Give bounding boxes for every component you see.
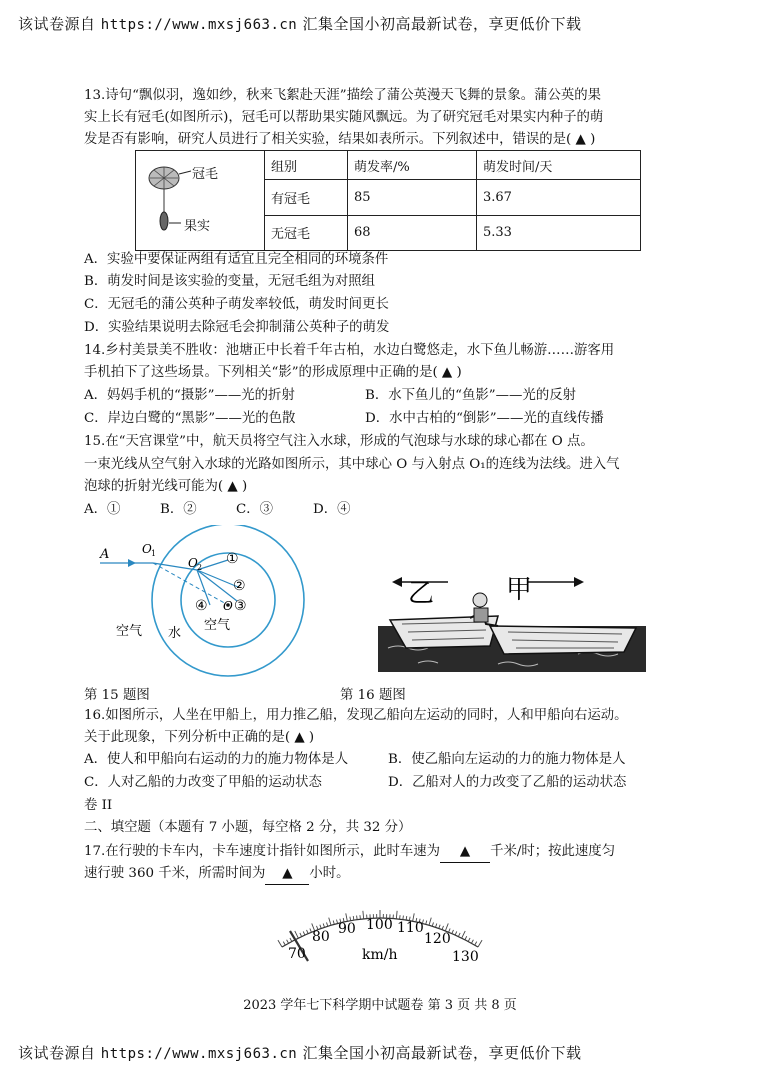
crown-label: 冠毛 [192,167,219,182]
q15-line-3: 泡球的折射光线可能为( ▲ ) [84,479,248,494]
speedometer-tick [439,925,440,929]
q15-line-2: 一束光线从空气射入水球的光路如图所示，其中球心 O 与入射点 O₁的连线为法线。进入气 [84,457,620,472]
q13-option-c: C．无冠毛的蒲公英种子萌发率较低，萌发时间更长 [84,297,389,312]
speedometer-tick [320,925,321,929]
speedometer-gauge [270,895,490,973]
table-cell: 68 [348,215,477,250]
label-air-outer: 空气 [116,624,143,639]
table-cell: 3.67 [477,180,641,215]
speedometer-tick [303,931,305,935]
q16-option-c: C．人对乙船的力改变了甲船的运动状态 [84,775,322,790]
speedometer-tick [283,942,285,945]
tick-label-110: 110 [397,920,424,936]
q15-line-1: 15.在“天宫课堂”中，航天员将空气注入水球，形成的气泡球与水球的球心都在 O 点。 [84,434,594,449]
speedometer-tick [436,924,437,928]
label-o1-sub: 1 [151,549,157,558]
speedometer-tick [452,930,454,934]
table-header-rate: 萌发率/% [348,151,477,180]
q13-line-3: 发是否有影响，研究人员进行了相关实验，结果如表所示。下列叙述中，错误的是( ▲ ) [84,132,596,147]
q16-option-d: D．乙船对人的力改变了乙船的运动状态 [388,775,627,790]
speed-unit: km/h [362,947,398,963]
q15-option-a: A．① [84,502,121,517]
q17-text-b: 千米/时；按此速度匀 [490,844,616,859]
q14-option-a: A．妈妈手机的“摄影”——光的折射 [84,388,295,403]
label-o2-sub: 2 [197,563,203,572]
banner-url[interactable]: https://www.mxsj663.cn [100,17,298,33]
section-title: 二、填空题（本题有 7 小题，每空格 2 分，共 32 分） [84,820,412,835]
tick-label-130: 130 [452,949,479,965]
label-a: A [100,547,110,562]
speedometer-tick [432,922,433,926]
dandelion-figure-cell [136,151,265,251]
speedometer-tick [287,940,289,944]
tick-label-90: 90 [338,921,356,937]
tick-label-120: 120 [424,931,451,947]
q17-text-a: 17.在行驶的卡车内，卡车速度计指针如图所示，此时车速为 [84,844,441,859]
q15-option-b: B．② [160,502,197,517]
speedometer-tick [295,931,299,938]
label-o2: O [188,556,198,570]
ray-4-label: ④ [195,598,208,614]
speedometer-tick [403,916,404,920]
source-banner-bottom [18,1042,582,1063]
speedometer-tick [458,933,460,937]
q15-option-c: C．③ [236,502,274,517]
q17-line-2 [84,864,350,885]
q14-option-b: B．水下鱼儿的“鱼影”——光的反射 [365,388,576,403]
q15-figure-caption: 第 15 题图 [84,688,150,703]
label-water: 水 [168,626,182,641]
speedometer-tick [465,936,467,940]
ray-2-label: ② [233,578,246,594]
banner-suffix: 汇集全国小初高最新试卷，享更低价下载 [302,1044,582,1062]
speedometer-tick [329,918,331,926]
q15-light-path-diagram [90,525,315,685]
label-o1: O [142,542,152,556]
speedometer-tick [278,940,282,947]
fruit-label: 果实 [184,219,211,234]
q14-line-1: 14.乡村美景美不胜收：池塘正中长着千年古柏，水边白鹭悠走，水下鱼儿畅游……游客用 [84,343,615,358]
q16-option-a: A．使人和甲船向右运动的力的施力物体是人 [84,752,349,767]
q17-blank-2[interactable]: ▲ [265,864,309,885]
speedometer-tick [442,926,443,930]
speedometer-tick [290,938,292,942]
table-cell: 有冠毛 [265,180,348,215]
q16-option-b: B．使乙船向左运动的力的施力物体是人 [388,752,626,767]
q14-option-c: C．岸边白鹭的“黑影”——光的色散 [84,411,296,426]
volume-label: 卷 II [84,798,113,813]
q17-text-d: 小时。 [309,866,350,881]
speedometer-tick [478,940,482,947]
page-footer: 2023 学年七下科学期中试题卷 第 3 页 共 8 页 [243,998,517,1013]
speedometer-tick [445,923,448,930]
q15-option-d: D．④ [313,502,351,517]
tick-label-100: 100 [366,917,393,933]
speedometer-tick [471,940,473,944]
speedometer-tick [353,916,354,920]
label-air-inner: 空气 [204,618,231,633]
ray-3-label: ③ [234,598,247,614]
boat-yi-label: 乙 [408,579,435,609]
speedometer-tick [363,911,364,919]
q16-line-1: 16.如图所示，人坐在甲船上，用力推乙船，发现乙船向左运动的同时，人和甲船向右运动。 [84,708,628,723]
speedometer-tick [333,920,334,924]
table-header-group: 组别 [265,151,348,180]
boat-jia-label: 甲 [506,575,533,605]
source-banner-top [18,13,582,34]
speedometer-tick [429,918,431,926]
table-cell: 5.33 [477,215,641,250]
banner-suffix: 汇集全国小初高最新试卷，享更低价下载 [302,15,582,33]
q17-blank-1[interactable]: ▲ [440,842,490,863]
q13-option-a: A．实验中要保证两组有适宜且完全相同的环境条件 [84,252,389,267]
label-o: O [223,599,233,613]
speedometer-tick [323,924,324,928]
tick-label-70: 70 [288,946,306,962]
speedometer-tick [327,922,328,926]
speedometer-tick [468,938,470,942]
q17-line-1 [84,842,615,863]
tick-label-80: 80 [312,929,330,945]
speedometer-tick [462,931,466,938]
q14-option-d: D．水中古柏的“倒影”——光的直线传播 [365,411,604,426]
table-header-time: 萌发时间/天 [477,151,641,180]
speedometer-tick [475,942,477,945]
speedometer-tick [300,933,302,937]
table-cell: 无冠毛 [265,215,348,250]
q13-table [135,150,641,251]
q14-line-2: 手机拍下了这些场景。下列相关“影”的形成原理中正确的是( ▲ ) [84,365,462,380]
q16-figure-caption: 第 16 题图 [340,688,406,703]
q13-line-2: 实上长有冠毛(如图所示)，冠毛可以帮助果实随风飘远。为了研究冠毛对果实内种子的萌 [84,110,604,125]
q13-line-1: 13.诗句“飘似羽，逸如纱，秋来飞絮赴天涯”描绘了蒲公英漫天飞舞的景象。蒲公英的果 [84,88,602,103]
speedometer-tick [357,916,358,920]
q13-option-b: B．萌发时间是该实验的变量，无冠毛组为对照组 [84,274,376,289]
banner-url[interactable]: https://www.mxsj663.cn [100,1046,298,1062]
q16-line-2: 关于此现象，下列分析中正确的是( ▲ ) [84,730,315,745]
q17-text-c: 速行驶 360 千米，所需时间为 [84,866,266,881]
q16-boats-figure [378,568,646,672]
speedometer-tick [426,920,427,924]
table-cell: 85 [348,180,477,215]
ray-1-label: ① [226,551,239,567]
speedometer-tick [307,930,309,934]
speedometer-tick [455,931,457,935]
speedometer-tick [396,911,397,919]
banner-prefix: 该试卷源自 [18,15,96,33]
banner-prefix: 该试卷源自 [18,1044,96,1062]
q13-option-d: D．实验结果说明去除冠毛会抑制蒲公英种子的萌发 [84,320,390,335]
